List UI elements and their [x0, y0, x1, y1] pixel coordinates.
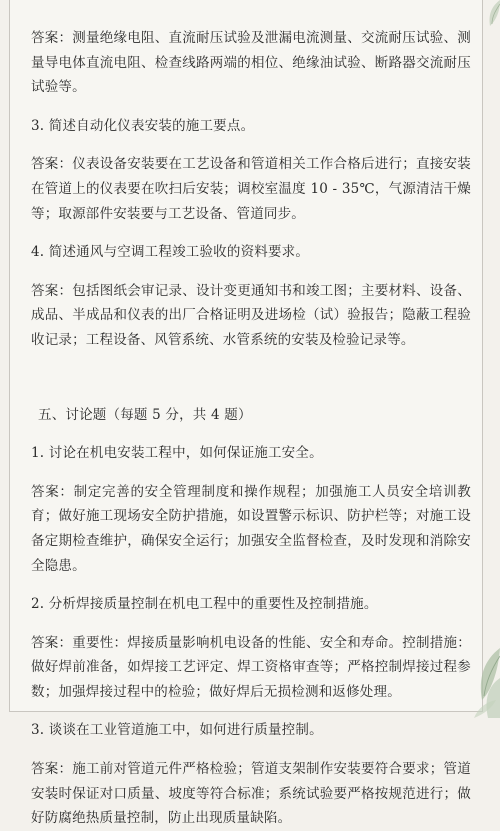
question-text: 3. 谈谈在工业管道施工中，如何进行质量控制。 [31, 722, 323, 739]
answer-text: 答案：仪表设备安装要在工艺设备和管道相关工作合格后进行；直接安装在管道上的仪表要在吹扫后安装；调校室温度 10 - 35℃，气源清洁干燥等；取源部件安装要与工艺设备、管道同步。 [31, 156, 471, 222]
answer-text: 答案：制定完善的安全管理制度和操作规程；加强施工人员安全培训教育；做好施工现场安全防护措施，如设置警示标识、防护栏等；对施工设备定期检查维护，确保安全运行；加强安全监督检查，及时发现和消除安全隐患。 [31, 483, 471, 574]
document-page [31, 26, 471, 831]
question-text: 3. 简述自动化仪表安装的施工要点。 [31, 117, 255, 134]
answer-text: 答案：施工前对管道元件严格检验；管道支架制作安装要符合要求；管道安装时保证对口质量、坡度等符合标准；系统试验要严格按规范进行；做好防腐绝热质量控制，防止出现质量缺陷。 [31, 761, 471, 827]
question-text: 1. 讨论在机电安装工程中，如何保证施工安全。 [31, 445, 323, 462]
leaf-decoration-icon [454, 638, 500, 718]
answer-text: 答案：测量绝缘电阻、直流耐压试验及泄漏电流测量、交流耐压试验、测量导电体直流电阻、检查线路两端的相位、绝缘油试验、断路器交流耐压试验等。 [31, 30, 471, 96]
answer-text: 答案：包括图纸会审记录、设计变更通知书和竣工图；主要材料、设备、成品、半成品和仪表的出厂合格证明及进场检（试）验报告；隐蔽工程验收记录；工程设备、风管系统、水管系统的安装及检验记录等。 [31, 282, 471, 348]
question-text: 2. 分析焊接质量控制在机电工程中的重要性及控制措施。 [31, 596, 378, 613]
question-text: 4. 简述通风与空调工程竣工验收的资料要求。 [31, 244, 310, 261]
leaf-decoration-top-icon [470, 0, 500, 26]
section-heading: 五、讨论题（每题 5 分，共 4 题） [38, 406, 252, 423]
answer-text: 答案：重要性：焊接质量影响机电设备的性能、安全和寿命。控制措施：做好焊前准备，如焊接工艺评定、焊工资格审查等；严格控制焊接过程参数；加强焊接过程中的检验；做好焊后无损检测和返修处理。 [31, 634, 471, 700]
